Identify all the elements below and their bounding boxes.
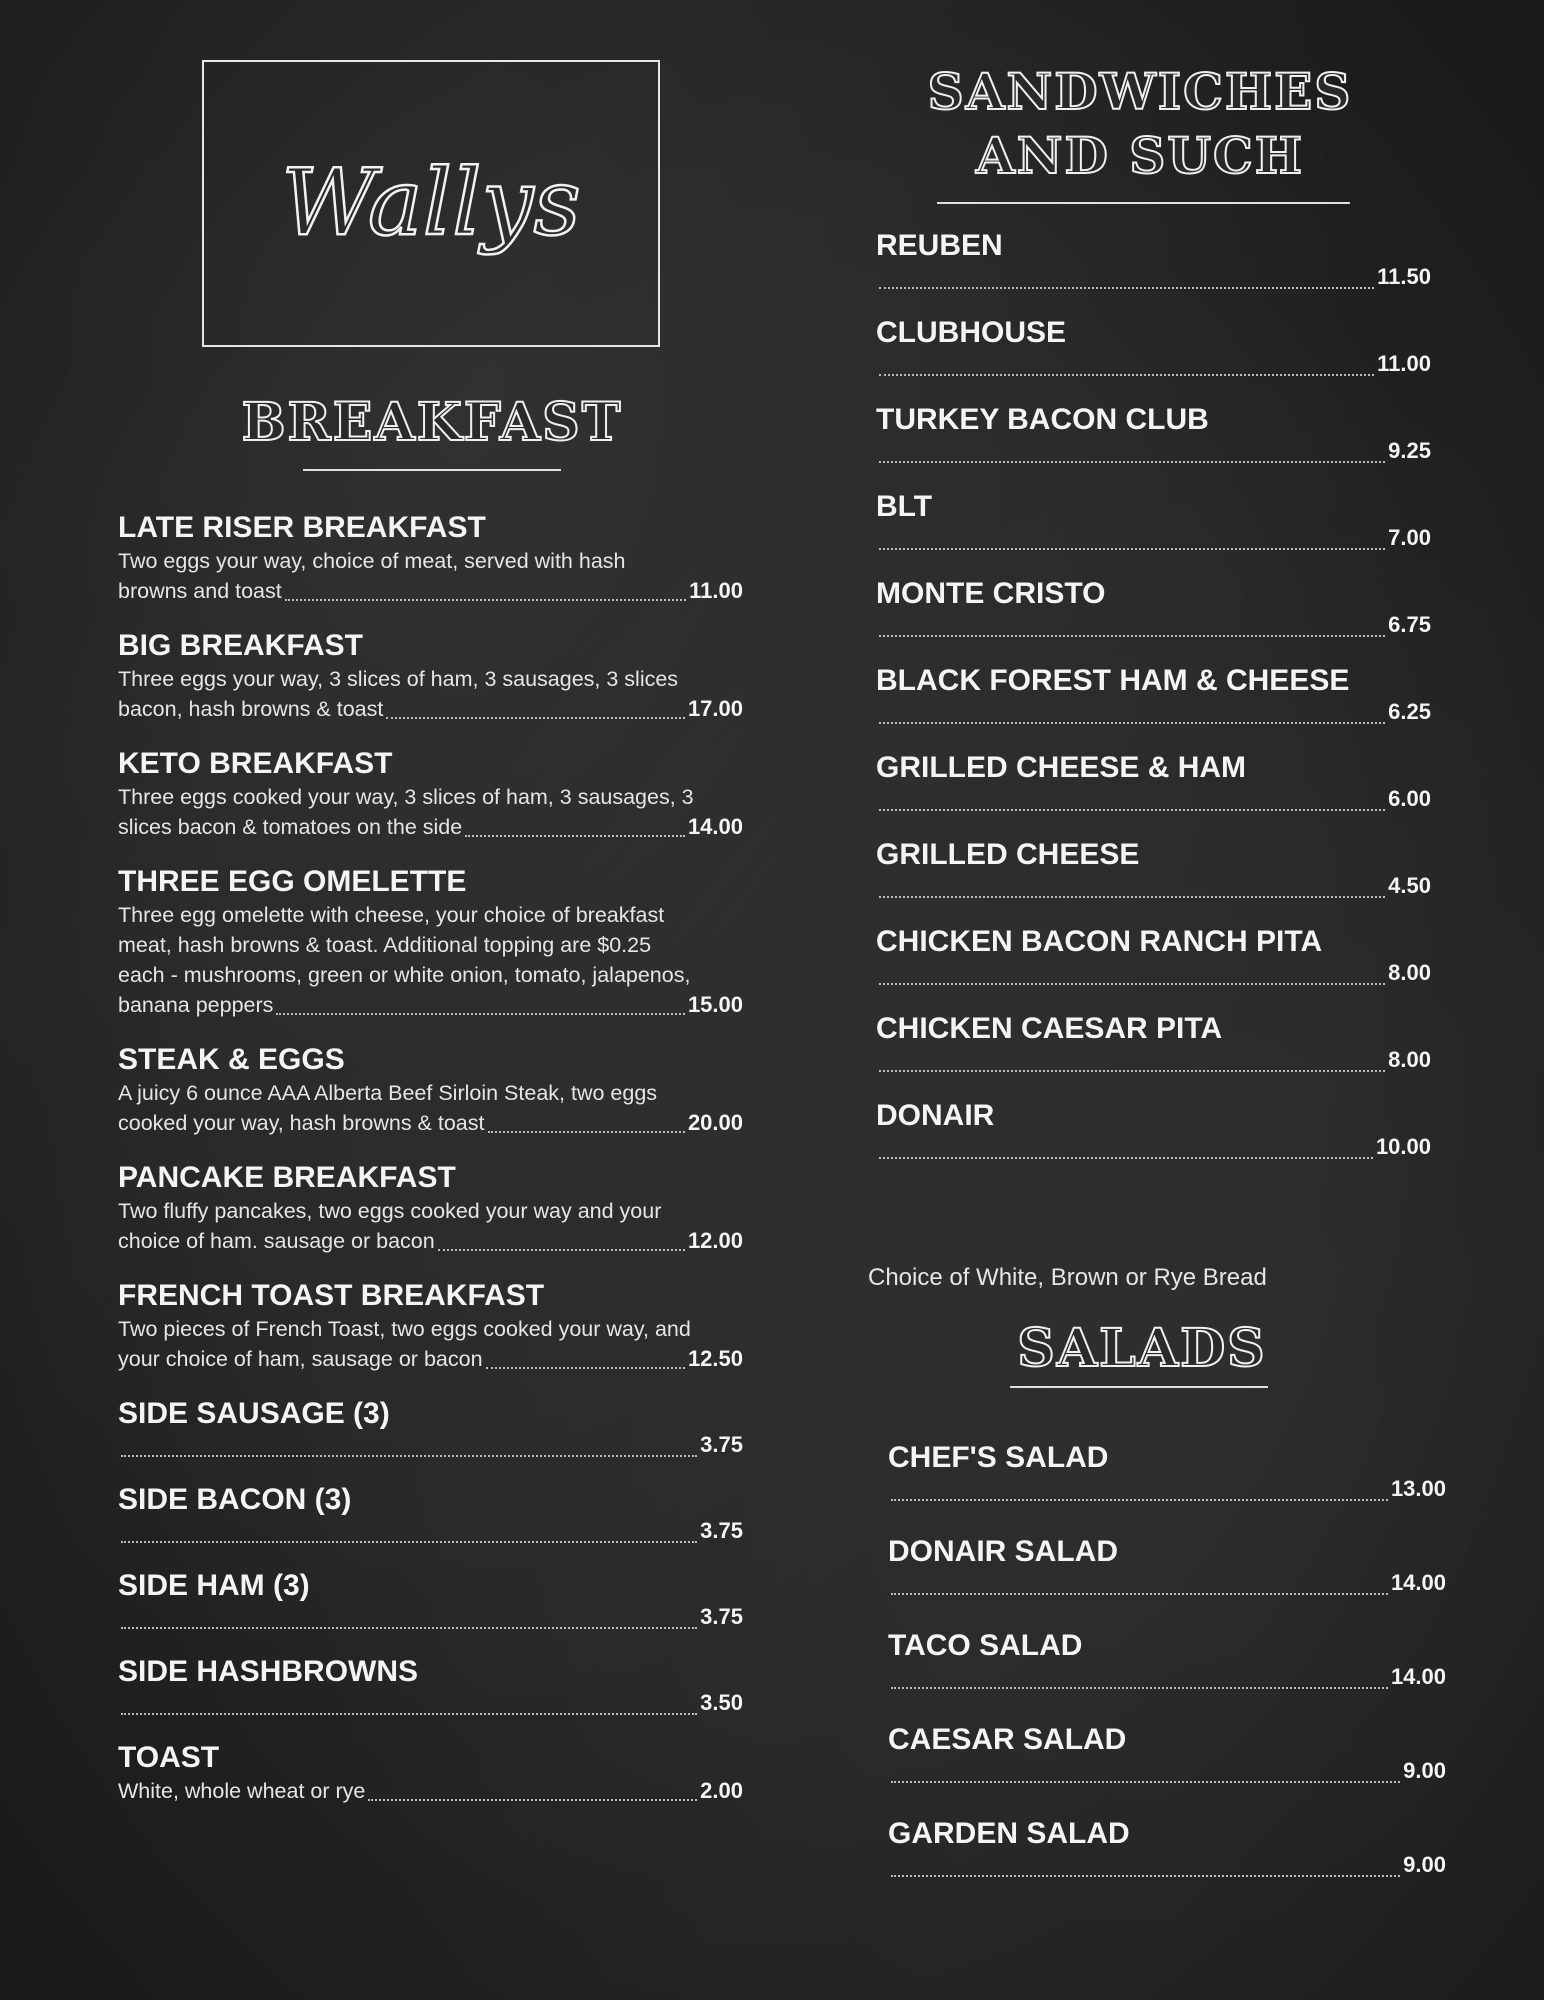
item-price: 15.00 — [687, 992, 743, 1017]
menu-item — [876, 750, 1431, 816]
dot-leader — [879, 374, 1374, 376]
menu-item — [118, 864, 743, 1020]
item-price: 20.00 — [687, 1110, 743, 1135]
item-name: CHEF'S SALAD — [888, 1441, 1109, 1474]
menu-item — [876, 489, 1431, 555]
item-name: DONAIR SALAD — [888, 1535, 1118, 1568]
item-description: Three egg omelette with cheese, your choice of breakfast meat, hash browns & toast. Additional topping are $0.25 each - mushrooms, green or white onion, tomato, jalapenos, banana peppers 15.00 — [118, 900, 743, 1020]
item-price: 14.00 — [1390, 1664, 1446, 1689]
dot-leader — [891, 1593, 1388, 1595]
item-name: BIG BREAKFAST — [118, 629, 364, 662]
menu-item — [118, 1278, 743, 1374]
sandwiches-title-rule — [937, 202, 1350, 204]
logo-text: Wallys — [281, 148, 581, 256]
item-price: 3.75 — [700, 1432, 743, 1457]
item-price: 4.50 — [1388, 873, 1431, 898]
logo-frame — [202, 60, 660, 347]
menu-item — [118, 1396, 743, 1462]
dot-leader — [368, 1799, 697, 1801]
dot-leader — [879, 896, 1385, 898]
item-price: 13.00 — [1390, 1476, 1446, 1501]
dot-leader — [891, 1687, 1388, 1689]
item-name: PANCAKE BREAKFAST — [118, 1161, 456, 1194]
item-price: 8.00 — [1388, 1047, 1431, 1072]
menu-item — [888, 1722, 1446, 1788]
item-description: Three eggs cooked your way, 3 slices of ham, 3 sausages, 3 slices bacon & tomatoes on the side 14.00 — [118, 782, 743, 842]
item-name: REUBEN — [876, 229, 1003, 262]
item-price: 8.00 — [1388, 960, 1431, 985]
item-description: Three eggs your way, 3 slices of ham, 3 sausages, 3 slices bacon, hash browns & toast 17.00 — [118, 664, 743, 724]
item-name: GRILLED CHEESE — [876, 838, 1140, 871]
item-name: CHICKEN BACON RANCH PITA — [876, 925, 1323, 958]
breakfast-title: BREAKFAST — [241, 392, 623, 453]
menu-item — [888, 1628, 1446, 1694]
item-description: Two fluffy pancakes, two eggs cooked your way and your choice of ham. sausage or bacon 12.00 — [118, 1196, 743, 1256]
item-name: SIDE SAUSAGE (3) — [118, 1397, 390, 1430]
dot-leader — [879, 635, 1385, 637]
item-name: TOAST — [118, 1741, 220, 1774]
item-description: A juicy 6 ounce AAA Alberta Beef Sirloin Steak, two eggs cooked your way, hash browns & toast 20.00 — [118, 1078, 743, 1138]
dot-leader — [879, 722, 1385, 724]
item-price: 14.00 — [687, 814, 743, 839]
item-price: 10.00 — [1375, 1134, 1431, 1159]
salads-list — [888, 1440, 1446, 1910]
item-description: White, whole wheat or rye 2.00 — [118, 1776, 743, 1806]
item-name: STEAK & EGGS — [118, 1043, 345, 1076]
menu-item — [876, 228, 1431, 294]
item-price: 3.75 — [700, 1604, 743, 1629]
dot-leader — [879, 1157, 1373, 1159]
sandwiches-title: SANDWICHES AND SUCH — [927, 62, 1353, 185]
menu-item — [876, 1011, 1431, 1077]
item-name: CAESAR SALAD — [888, 1723, 1127, 1756]
dot-leader — [386, 717, 685, 719]
dot-leader — [891, 1875, 1400, 1877]
item-price: 9.25 — [1388, 438, 1431, 463]
menu-item — [118, 1568, 743, 1634]
breakfast-title-rule — [303, 469, 561, 471]
item-name: BLT — [876, 490, 933, 523]
item-name: TACO SALAD — [888, 1629, 1083, 1662]
dot-leader — [879, 287, 1374, 289]
dot-leader — [879, 548, 1385, 550]
dot-leader — [486, 1367, 685, 1369]
dot-leader — [285, 599, 686, 601]
breakfast-list — [118, 510, 743, 1828]
dot-leader — [488, 1131, 685, 1133]
item-description: Two eggs your way, choice of meat, served with hash browns and toast 11.00 — [118, 546, 743, 606]
menu-item — [876, 837, 1431, 903]
item-name: GARDEN SALAD — [888, 1817, 1130, 1850]
item-name: DONAIR — [876, 1099, 995, 1132]
dot-leader — [891, 1781, 1400, 1783]
menu-item — [876, 663, 1431, 729]
sandwiches-list — [876, 228, 1431, 1185]
item-name: GRILLED CHEESE & HAM — [876, 751, 1247, 784]
dot-leader — [879, 1070, 1385, 1072]
dot-leader — [276, 1013, 685, 1015]
dot-leader — [879, 461, 1385, 463]
item-price: 12.50 — [687, 1346, 743, 1371]
item-name: BLACK FOREST HAM & CHEESE — [876, 664, 1350, 697]
salads-title: SALADS — [1017, 1318, 1267, 1379]
item-name: SIDE HASHBROWNS — [118, 1655, 419, 1688]
item-price: 3.75 — [700, 1518, 743, 1543]
item-price: 6.00 — [1388, 786, 1431, 811]
item-price: 11.00 — [689, 578, 743, 603]
item-price: 14.00 — [1390, 1570, 1446, 1595]
item-name: CHICKEN CAESAR PITA — [876, 1012, 1223, 1045]
menu-item — [888, 1534, 1446, 1600]
dot-leader — [121, 1455, 697, 1457]
menu-item — [876, 1098, 1431, 1164]
item-name: FRENCH TOAST BREAKFAST — [118, 1279, 545, 1312]
menu-item — [888, 1816, 1446, 1882]
item-price: 9.00 — [1403, 1758, 1446, 1783]
menu-item — [118, 1482, 743, 1548]
menu-item — [876, 924, 1431, 990]
dot-leader — [879, 983, 1385, 985]
item-price: 2.00 — [700, 1778, 743, 1803]
menu-item — [118, 1042, 743, 1138]
menu-item — [118, 1160, 743, 1256]
item-price: 6.25 — [1388, 699, 1431, 724]
menu-item — [876, 402, 1431, 468]
item-price: 3.50 — [700, 1690, 743, 1715]
dot-leader — [438, 1249, 685, 1251]
item-name: SIDE BACON (3) — [118, 1483, 352, 1516]
item-price: 6.75 — [1388, 612, 1431, 637]
item-price: 9.00 — [1403, 1852, 1446, 1877]
item-name: KETO BREAKFAST — [118, 747, 393, 780]
item-price: 12.00 — [687, 1228, 743, 1253]
item-name: TURKEY BACON CLUB — [876, 403, 1209, 436]
menu-item — [118, 746, 743, 842]
item-name: MONTE CRISTO — [876, 577, 1106, 610]
menu-item — [888, 1440, 1446, 1506]
menu-item — [118, 1740, 743, 1806]
item-description: Two pieces of French Toast, two eggs cooked your way, and your choice of ham, sausage or bacon 12.50 — [118, 1314, 743, 1374]
dot-leader — [879, 809, 1385, 811]
salads-title-rule — [1010, 1386, 1268, 1388]
item-price: 17.00 — [687, 696, 743, 721]
dot-leader — [891, 1499, 1388, 1501]
logo-wordmark — [231, 104, 631, 304]
item-name: SIDE HAM (3) — [118, 1569, 310, 1602]
menu-item — [118, 510, 743, 606]
bread-choice-note: Choice of White, Brown or Rye Bread — [868, 1264, 1267, 1291]
item-name: THREE EGG OMELETTE — [118, 865, 467, 898]
item-price: 11.00 — [1377, 351, 1431, 376]
dot-leader — [121, 1541, 697, 1543]
dot-leader — [121, 1627, 697, 1629]
dot-leader — [465, 835, 685, 837]
item-price: 7.00 — [1388, 525, 1431, 550]
item-name: CLUBHOUSE — [876, 316, 1067, 349]
item-name: LATE RISER BREAKFAST — [118, 511, 486, 544]
menu-item — [876, 576, 1431, 642]
item-price: 11.50 — [1377, 264, 1431, 289]
menu-item — [876, 315, 1431, 381]
menu-item — [118, 628, 743, 724]
menu-item — [118, 1654, 743, 1720]
dot-leader — [121, 1713, 697, 1715]
